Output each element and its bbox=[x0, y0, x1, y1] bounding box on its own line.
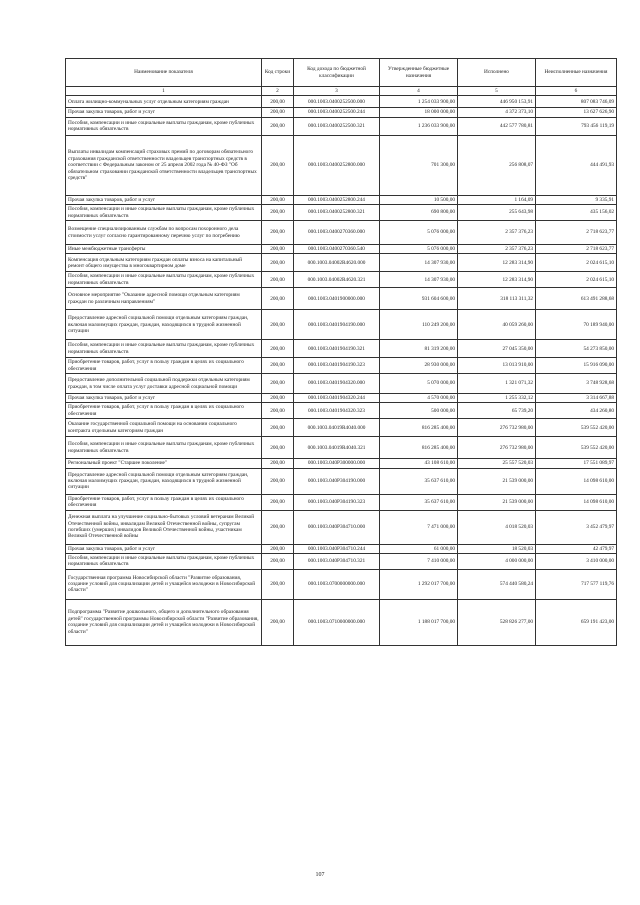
cell-unexecuted: 13 627 626,90 bbox=[536, 108, 617, 117]
cell-approved: 816 285 400,00 bbox=[380, 437, 458, 459]
cell-approved: 7 410 000,00 bbox=[380, 553, 458, 569]
cell-code: 200,00 bbox=[262, 310, 294, 340]
cell-unexecuted: 2 024 615,10 bbox=[536, 254, 617, 272]
cell-kbk: 000.1003.0400252800.000 bbox=[294, 135, 380, 195]
table-row bbox=[66, 108, 617, 117]
cell-name: Пособия, компенсации и иные социальные выплаты гражданам, кроме публичных нормативных обязательств bbox=[66, 340, 262, 358]
cell-executed: 574 440 580,24 bbox=[458, 569, 536, 599]
cell-executed: 528 826 277,00 bbox=[458, 599, 536, 645]
cell-unexecuted: 2 718 623,77 bbox=[536, 221, 617, 245]
cell-kbk: 000.1003.0401900000.000 bbox=[294, 288, 380, 310]
cell-approved: 28 930 000,00 bbox=[380, 358, 458, 374]
cell-unexecuted: 14 098 610,00 bbox=[536, 468, 617, 494]
cell-executed: 446 950 153,91 bbox=[458, 96, 536, 108]
cell-approved: 35 637 610,00 bbox=[380, 494, 458, 510]
cell-kbk: 000.1003.0401904190.000 bbox=[294, 310, 380, 340]
table-row bbox=[66, 403, 617, 419]
cell-executed: 12 283 314,90 bbox=[458, 254, 536, 272]
cell-kbk: 000.1003.0400252800.321 bbox=[294, 205, 380, 221]
cell-approved: 1 254 033 900,00 bbox=[380, 96, 458, 108]
table-row bbox=[66, 245, 617, 254]
table-row bbox=[66, 310, 617, 340]
cell-code: 200,00 bbox=[262, 553, 294, 569]
cell-executed: 2 357 376,23 bbox=[458, 221, 536, 245]
cell-unexecuted: 435 156,02 bbox=[536, 205, 617, 221]
table-row bbox=[66, 205, 617, 221]
cell-name: Выплаты инвалидам компенсаций страховых премий по договорам обязательного страхования гражданской ответственности владельцев транспортных средств в соответствии с Федеральным законом от 25 апреля 2002 года № 40-ФЗ "Об обязательном страховании гражданской ответственности владельцев транспортных средств" bbox=[66, 135, 262, 195]
cell-kbk: 000.1003.0400252500.244 bbox=[294, 108, 380, 117]
table-row bbox=[66, 494, 617, 510]
cell-code: 200,00 bbox=[262, 108, 294, 117]
cell-executed: 25 557 520,03 bbox=[458, 459, 536, 468]
cell-code: 200,00 bbox=[262, 96, 294, 108]
cell-code: 200,00 bbox=[262, 288, 294, 310]
table-row bbox=[66, 288, 617, 310]
cell-approved: 1 188 017 700,00 bbox=[380, 599, 458, 645]
cell-approved: 14 307 930,00 bbox=[380, 272, 458, 288]
cell-approved: 4 570 000,00 bbox=[380, 394, 458, 403]
cell-name: Прочая закупка товаров, работ и услуг bbox=[66, 544, 262, 553]
cell-code: 200,00 bbox=[262, 459, 294, 468]
header-name: Наименование показателя bbox=[66, 59, 262, 87]
column-number: 6 bbox=[536, 87, 617, 96]
table-row bbox=[66, 340, 617, 358]
cell-unexecuted: 42 479,97 bbox=[536, 544, 617, 553]
table-row bbox=[66, 544, 617, 553]
cell-code: 200,00 bbox=[262, 569, 294, 599]
cell-kbk: 000.1003.04002R4620.000 bbox=[294, 254, 380, 272]
cell-executed: 4 018 520,03 bbox=[458, 510, 536, 544]
table-row bbox=[66, 437, 617, 459]
cell-unexecuted: 717 577 119,76 bbox=[536, 569, 617, 599]
cell-kbk: 000.1003.0401904190.321 bbox=[294, 340, 380, 358]
cell-code: 200,00 bbox=[262, 394, 294, 403]
cell-code: 200,00 bbox=[262, 403, 294, 419]
cell-name: Приобретение товаров, работ, услуг в пользу граждан в целях их социального обеспечения bbox=[66, 358, 262, 374]
header-income-code: Код дохода по бюджетной классификации bbox=[294, 59, 380, 87]
cell-approved: 1 292 017 700,00 bbox=[380, 569, 458, 599]
cell-kbk: 000.1003.0400252500.321 bbox=[294, 117, 380, 135]
cell-unexecuted: 17 551 089,97 bbox=[536, 459, 617, 468]
table-row bbox=[66, 272, 617, 288]
cell-unexecuted: 613 491 288,68 bbox=[536, 288, 617, 310]
cell-approved: 61 000,00 bbox=[380, 544, 458, 553]
column-number: 4 bbox=[380, 87, 458, 96]
cell-name: Пособия, компенсации и иные социальные выплаты гражданам, кроме публичных нормативных обязательств bbox=[66, 553, 262, 569]
cell-kbk: 000.1003.0400270360.540 bbox=[294, 245, 380, 254]
cell-code: 200,00 bbox=[262, 358, 294, 374]
table-row bbox=[66, 135, 617, 195]
table-row bbox=[66, 510, 617, 544]
cell-unexecuted: 539 552 420,00 bbox=[536, 437, 617, 459]
cell-name: Подпрограмма "Развитие дошкольного, общего и дополнительного образования детей" государственной программы Новосибирской области "Развитие образования, создание условий для социализации детей и учащейся молодежи в Новосибирской области" bbox=[66, 599, 262, 645]
cell-unexecuted: 14 098 610,00 bbox=[536, 494, 617, 510]
cell-code: 200,00 bbox=[262, 221, 294, 245]
cell-unexecuted: 2 718 623,77 bbox=[536, 245, 617, 254]
cell-kbk: 000.1003.040P300000.000 bbox=[294, 459, 380, 468]
header-executed: Исполнено bbox=[458, 59, 536, 87]
cell-kbk: 000.1003.04019R4040.000 bbox=[294, 419, 380, 437]
cell-executed: 1 321 071,32 bbox=[458, 374, 536, 394]
cell-name: Приобретение товаров, работ, услуг в пользу граждан в целях их социального обеспечения bbox=[66, 494, 262, 510]
cell-kbk: 000.1003.04002R4620.321 bbox=[294, 272, 380, 288]
cell-name: Пособия, компенсации и иные социальные выплаты гражданам, кроме публичных нормативных обязательств bbox=[66, 205, 262, 221]
cell-approved: 690 800,00 bbox=[380, 205, 458, 221]
cell-code: 200,00 bbox=[262, 468, 294, 494]
cell-approved: 816 285 400,00 bbox=[380, 419, 458, 437]
header-unexecuted: Неисполненные назначения bbox=[536, 59, 617, 87]
cell-unexecuted: 3 410 000,00 bbox=[536, 553, 617, 569]
cell-approved: 35 637 610,00 bbox=[380, 468, 458, 494]
cell-unexecuted: 15 916 090,00 bbox=[536, 358, 617, 374]
table-row bbox=[66, 374, 617, 394]
cell-name: Оплата жилищно-коммунальных услуг отдельным категориям граждан bbox=[66, 96, 262, 108]
table-row bbox=[66, 195, 617, 204]
cell-unexecuted: 3 452 479,97 bbox=[536, 510, 617, 544]
cell-name: Государственная программа Новосибирской области "Развитие образования, создание условий для социализации детей и учащейся молодежи в Новосибирской области" bbox=[66, 569, 262, 599]
cell-kbk: 000.1003.040P304190.323 bbox=[294, 494, 380, 510]
cell-kbk: 000.1003.04019R4040.321 bbox=[294, 437, 380, 459]
cell-approved: 7 471 000,00 bbox=[380, 510, 458, 544]
cell-executed: 276 732 980,00 bbox=[458, 419, 536, 437]
cell-kbk: 000.1003.0401904320.000 bbox=[294, 374, 380, 394]
cell-approved: 701 300,00 bbox=[380, 135, 458, 195]
cell-name: Пособия, компенсации и иные социальные выплаты гражданам, кроме публичных нормативных обязательств bbox=[66, 272, 262, 288]
cell-executed: 255 643,98 bbox=[458, 205, 536, 221]
table-row bbox=[66, 254, 617, 272]
cell-kbk: 000.1003.0400270360.000 bbox=[294, 221, 380, 245]
cell-code: 200,00 bbox=[262, 374, 294, 394]
cell-unexecuted: 444 491,93 bbox=[536, 135, 617, 195]
cell-name: Оказание государственной социальной помощи на основании социального контракта отдельным категориям граждан bbox=[66, 419, 262, 437]
cell-name: Приобретение товаров, работ, услуг в пользу граждан в целях их социального обеспечения bbox=[66, 403, 262, 419]
column-number: 3 bbox=[294, 87, 380, 96]
cell-name: Пособия, компенсации и иные социальные выплаты гражданам, кроме публичных нормативных обязательств bbox=[66, 117, 262, 135]
table-row bbox=[66, 96, 617, 108]
cell-name: Основное мероприятие "Оказание адресной помощи отдельным категориям граждан по различным направлениям" bbox=[66, 288, 262, 310]
cell-unexecuted: 793 456 119,19 bbox=[536, 117, 617, 135]
cell-code: 200,00 bbox=[262, 135, 294, 195]
table-row bbox=[66, 553, 617, 569]
cell-kbk: 000.1003.0401904320.244 bbox=[294, 394, 380, 403]
cell-code: 200,00 bbox=[262, 494, 294, 510]
cell-executed: 4 372 373,10 bbox=[458, 108, 536, 117]
cell-executed: 27 045 350,00 bbox=[458, 340, 536, 358]
cell-executed: 1 164,09 bbox=[458, 195, 536, 204]
cell-unexecuted: 9 335,91 bbox=[536, 195, 617, 204]
cell-approved: 10 500,00 bbox=[380, 195, 458, 204]
cell-kbk: 000.1003.0700000000.000 bbox=[294, 569, 380, 599]
cell-name: Прочая закупка товаров, работ и услуг bbox=[66, 108, 262, 117]
cell-executed: 21 539 000,00 bbox=[458, 468, 536, 494]
cell-name: Пособия, компенсации и иные социальные выплаты гражданам, кроме публичных нормативных обязательств bbox=[66, 437, 262, 459]
cell-unexecuted: 70 189 940,00 bbox=[536, 310, 617, 340]
cell-approved: 14 307 930,00 bbox=[380, 254, 458, 272]
cell-name: Прочая закупка товаров, работ и услуг bbox=[66, 195, 262, 204]
cell-code: 200,00 bbox=[262, 254, 294, 272]
cell-code: 200,00 bbox=[262, 510, 294, 544]
cell-executed: 13 013 910,00 bbox=[458, 358, 536, 374]
cell-name: Региональный проект "Старшее поколение" bbox=[66, 459, 262, 468]
cell-executed: 21 539 000,00 bbox=[458, 494, 536, 510]
cell-unexecuted: 539 552 420,00 bbox=[536, 419, 617, 437]
cell-approved: 5 070 000,00 bbox=[380, 374, 458, 394]
cell-kbk: 000.1003.040P304710.321 bbox=[294, 553, 380, 569]
cell-kbk: 000.1003.040P304190.000 bbox=[294, 468, 380, 494]
table-row bbox=[66, 117, 617, 135]
table-row bbox=[66, 569, 617, 599]
cell-name: Возмещение специализированным службам по вопросам похоронного дела стоимости услуг согласно гарантированному перечню услуг по погребению bbox=[66, 221, 262, 245]
column-number-row bbox=[66, 87, 617, 96]
cell-unexecuted: 434 260,80 bbox=[536, 403, 617, 419]
table-row bbox=[66, 459, 617, 468]
cell-name: Компенсация отдельным категориям граждан оплаты взноса на капитальный ремонт общего имущества в многоквартирном доме bbox=[66, 254, 262, 272]
cell-executed: 40 059 260,00 bbox=[458, 310, 536, 340]
cell-executed: 318 113 311,32 bbox=[458, 288, 536, 310]
cell-approved: 1 236 033 900,00 bbox=[380, 117, 458, 135]
cell-unexecuted: 807 083 746,09 bbox=[536, 96, 617, 108]
cell-executed: 276 732 980,00 bbox=[458, 437, 536, 459]
cell-unexecuted: 54 273 850,00 bbox=[536, 340, 617, 358]
cell-kbk: 000.1003.040P304710.244 bbox=[294, 544, 380, 553]
cell-name: Предоставление адресной социальной помощи отдельным категориям граждан, включая малоимущих граждан, граждан, находящихся в трудной жизненной ситуации bbox=[66, 310, 262, 340]
cell-approved: 110 249 200,00 bbox=[380, 310, 458, 340]
table-row bbox=[66, 358, 617, 374]
column-number: 2 bbox=[262, 87, 294, 96]
cell-executed: 2 357 376,23 bbox=[458, 245, 536, 254]
cell-approved: 5 076 000,00 bbox=[380, 245, 458, 254]
budget-execution-table bbox=[65, 58, 617, 646]
table-header-row bbox=[66, 59, 617, 87]
cell-executed: 18 520,03 bbox=[458, 544, 536, 553]
table-row bbox=[66, 394, 617, 403]
cell-kbk: 000.1003.0401904190.323 bbox=[294, 358, 380, 374]
column-number: 5 bbox=[458, 87, 536, 96]
cell-kbk: 000.1003.0400252800.244 bbox=[294, 195, 380, 204]
page-number: 107 bbox=[315, 872, 325, 878]
cell-code: 200,00 bbox=[262, 340, 294, 358]
cell-code: 200,00 bbox=[262, 437, 294, 459]
cell-code: 200,00 bbox=[262, 544, 294, 553]
cell-kbk: 000.1003.0710000000.000 bbox=[294, 599, 380, 645]
cell-executed: 1 255 332,12 bbox=[458, 394, 536, 403]
cell-code: 200,00 bbox=[262, 272, 294, 288]
cell-code: 200,00 bbox=[262, 195, 294, 204]
cell-executed: 256 808,07 bbox=[458, 135, 536, 195]
table-row bbox=[66, 419, 617, 437]
cell-unexecuted: 2 024 615,10 bbox=[536, 272, 617, 288]
cell-code: 200,00 bbox=[262, 419, 294, 437]
cell-unexecuted: 3 748 928,68 bbox=[536, 374, 617, 394]
cell-name: Денежная выплата на улучшение социально-бытовых условий ветеранам Великой Отечественной войны, инвалидам Великой Отечественной войны, супругам погибших (умерших) инвалидов Великой Отечественной войны, участникам Великой Отечественной войны bbox=[66, 510, 262, 544]
table-row bbox=[66, 599, 617, 645]
table-body bbox=[66, 96, 617, 645]
cell-code: 200,00 bbox=[262, 245, 294, 254]
cell-approved: 18 000 000,00 bbox=[380, 108, 458, 117]
cell-approved: 931 604 600,00 bbox=[380, 288, 458, 310]
cell-approved: 81 319 200,00 bbox=[380, 340, 458, 358]
cell-name: Предоставление адресной социальной помощи отдельным категориям граждан, включая малоимущих граждан, граждан, находящихся в трудной жизненной ситуации bbox=[66, 468, 262, 494]
cell-kbk: 000.1003.0400252500.000 bbox=[294, 96, 380, 108]
cell-kbk: 000.1003.0401904320.323 bbox=[294, 403, 380, 419]
cell-name: Прочая закупка товаров, работ и услуг bbox=[66, 394, 262, 403]
cell-approved: 500 000,00 bbox=[380, 403, 458, 419]
column-number: 1 bbox=[66, 87, 262, 96]
header-code: Код строки bbox=[262, 59, 294, 87]
table-row bbox=[66, 221, 617, 245]
cell-code: 200,00 bbox=[262, 117, 294, 135]
cell-unexecuted: 3 314 667,88 bbox=[536, 394, 617, 403]
cell-code: 200,00 bbox=[262, 205, 294, 221]
cell-name: Предоставление дополнительной социальной поддержки отдельным категориям граждан, в том числе оплата услуг доставки адресной социальной помощи bbox=[66, 374, 262, 394]
cell-executed: 4 000 000,00 bbox=[458, 553, 536, 569]
cell-executed: 12 283 314,90 bbox=[458, 272, 536, 288]
cell-executed: 442 577 780,81 bbox=[458, 117, 536, 135]
cell-approved: 5 076 000,00 bbox=[380, 221, 458, 245]
cell-name: Иные межбюджетные трансферты bbox=[66, 245, 262, 254]
cell-approved: 43 108 610,00 bbox=[380, 459, 458, 468]
header-approved: Утвержденные бюджетные назначения bbox=[380, 59, 458, 87]
cell-kbk: 000.1003.040P304710.000 bbox=[294, 510, 380, 544]
cell-unexecuted: 659 191 423,00 bbox=[536, 599, 617, 645]
table-row bbox=[66, 468, 617, 494]
cell-code: 200,00 bbox=[262, 599, 294, 645]
cell-executed: 65 739,20 bbox=[458, 403, 536, 419]
